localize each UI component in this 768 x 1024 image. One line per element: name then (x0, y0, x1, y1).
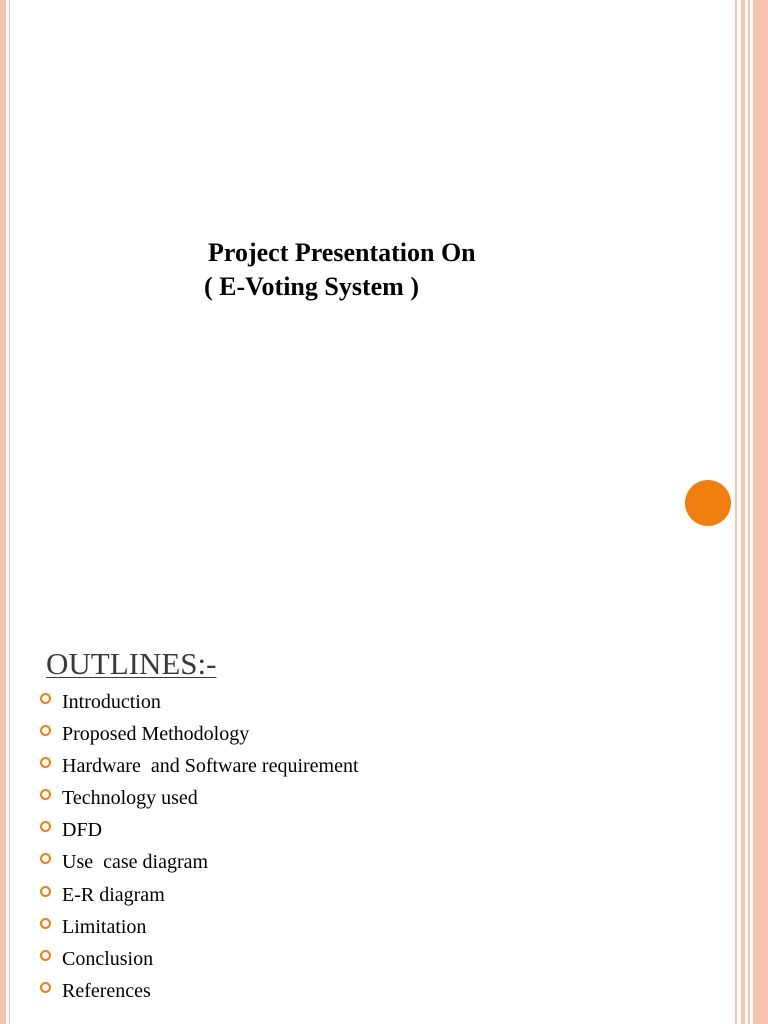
list-item (40, 718, 359, 750)
hollow-circle-bullet-icon (40, 886, 51, 897)
left-decorative-thin-stripe (9, 0, 10, 1024)
hollow-circle-bullet-icon (40, 789, 51, 800)
right-decorative-stripe-3 (748, 0, 750, 1024)
outlines-heading: OUTLINES:- (46, 646, 217, 681)
hollow-circle-bullet-icon (40, 757, 51, 768)
list-item-label: E-R diagram (62, 883, 165, 906)
right-decorative-stripe-1 (735, 0, 737, 1024)
list-item (40, 943, 359, 975)
list-item-label: Hardware and Software requirement (62, 755, 359, 778)
list-item (40, 814, 359, 846)
outline-list (40, 686, 359, 1007)
list-item-label: Technology used (62, 787, 198, 810)
list-item (40, 782, 359, 814)
list-item (40, 686, 359, 718)
list-item (40, 750, 359, 782)
right-decorative-stripe-4 (753, 0, 768, 1024)
hollow-circle-bullet-icon (40, 950, 51, 961)
list-item-label: Introduction (62, 691, 161, 713)
list-item (40, 975, 359, 1007)
hollow-circle-bullet-icon (40, 853, 51, 864)
right-decorative-stripe-2 (741, 0, 745, 1024)
slide-title-line-2: ( E-Voting System ) (204, 272, 419, 301)
list-item-label: References (62, 979, 151, 1002)
hollow-circle-bullet-icon (40, 982, 51, 993)
list-item-label: DFD (62, 819, 103, 842)
orange-circle-icon (685, 480, 731, 526)
slide-title-line-1: Project Presentation On (208, 238, 476, 267)
hollow-circle-bullet-icon (40, 693, 51, 704)
list-item (40, 911, 359, 943)
list-item-label: Use case diagram (62, 851, 209, 874)
list-item-label: Conclusion (62, 947, 154, 970)
list-item-label: Proposed Methodology (62, 723, 250, 746)
list-item (40, 846, 359, 878)
left-decorative-stripe (0, 0, 6, 1024)
list-item (40, 879, 359, 911)
slide-title (204, 236, 624, 304)
hollow-circle-bullet-icon (40, 918, 51, 929)
list-item-label: Limitation (62, 915, 147, 938)
hollow-circle-bullet-icon (40, 725, 51, 736)
hollow-circle-bullet-icon (40, 821, 51, 832)
